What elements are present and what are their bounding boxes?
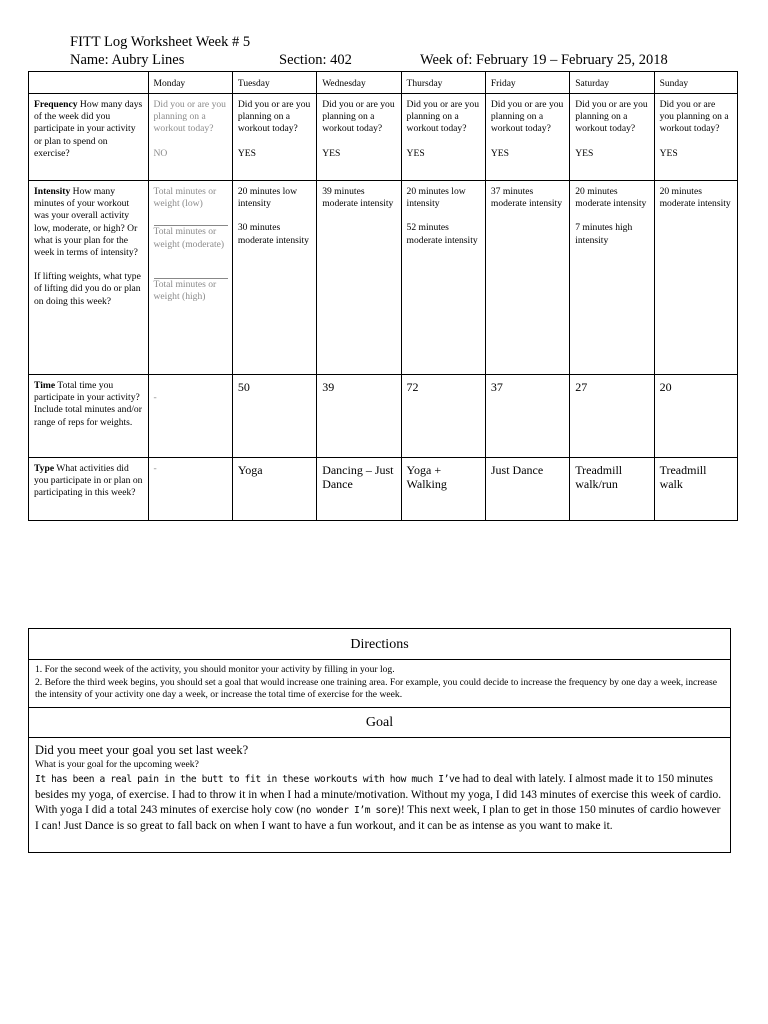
directions-title: Directions [350,637,409,652]
intensity-thursday: 20 minutes low intensity 52 minutes moderate intensity [401,181,485,375]
type-thursday: Yoga + Walking [401,458,485,521]
directions-header [28,628,731,660]
student-name: Name: Aubry Lines [70,52,185,68]
intensity-label: Intensity How many minutes of your workout was your overall activity low, moderate, or high? Or what is your plan for the week in terms of intensity? If lifting weights, what type of lifting did you do or plan on doing this week? [29,181,149,375]
day-header-monday: Monday [148,72,232,94]
directions-body [28,659,731,708]
type-tuesday: Yoga [232,458,316,521]
frequency-friday: Did you or are you planning on a workout today? YES [485,94,569,181]
day-header-thursday: Thursday [401,72,485,94]
directions-line-1: 1. For the second week of the activity, you should monitor your activity by filling in your log. [35,664,395,675]
intensity-row [29,181,738,375]
directions-line-2: 2. Before the third week begins, you should set a goal that would increase one training area. For example, you could decide to increase the frequency by one day a week, increase the intensity of your activity one day a week, or increase the total time of exercise for the week. [35,676,717,701]
time-friday: 37 [485,375,569,458]
time-label: Time Total time you participate in your activity? Include total minutes and/or range of reps for weights. [29,375,149,458]
time-sunday: 20 [654,375,737,458]
time-wednesday: 39 [317,375,401,458]
section-number: Section: 402 [279,52,352,68]
type-saturday: Treadmill walk/run [570,458,654,521]
frequency-label: Frequency How many days of the week did you participate in your activity or plan to spend on exercise? [29,94,149,181]
frequency-thursday: Did you or are you planning on a workout today? YES [401,94,485,181]
type-sunday: Treadmill walk [654,458,737,521]
day-header-saturday: Saturday [570,72,654,94]
goal-answer-handwritten-2: no wonder I’m sore [300,805,398,817]
day-header-friday: Friday [485,72,569,94]
type-monday: - [148,458,232,521]
intensity-friday: 37 minutes moderate intensity [485,181,569,375]
goal-header [28,707,731,738]
intensity-saturday: 20 minutes moderate intensity 7 minutes high intensity [570,181,654,375]
time-thursday: 72 [401,375,485,458]
type-label: Type What activities did you participate in or plan on participating in this week? [29,458,149,521]
goal-question-1: Did you meet your goal you set last week? [35,743,249,757]
type-row [29,458,738,521]
worksheet-title: FITT Log Worksheet Week # 5 [70,34,251,50]
type-friday: Just Dance [485,458,569,521]
intensity-wednesday: 39 minutes moderate intensity [317,181,401,375]
goal-question-2: What is your goal for the upcoming week? [35,759,199,770]
fitt-log-table [28,71,738,521]
corner-cell [29,72,149,94]
frequency-monday: Did you or are you planning on a workout today? NO [148,94,232,181]
day-header-tuesday: Tuesday [232,72,316,94]
type-wednesday: Dancing – Just Dance [317,458,401,521]
goal-answer: It has been a real pain in the butt to fit in these workouts with how much I’ve had to deal with lately. I almost made it to 150 minutes besides my yoga, of exercise. I had to throw it in when I had a minute/motivation. Without my yoga, I did 143 minutes of exercise this week of cardio. With yoga I did a total 243 minutes of exercise holy cow (no wonder I’m sore)! This next week, I plan to get in those 150 minutes of cardio however I can! Just Dance is so great to fall back on when I want to have a fun workout, and it can be as intense as you want to make it. [35,773,722,832]
day-header-wednesday: Wednesday [317,72,401,94]
week-of-dates: Week of: February 19 – February 25, 2018 [420,52,668,68]
time-saturday: 27 [570,375,654,458]
frequency-sunday: Did you or are you planning on a workout today? YES [654,94,737,181]
day-header-row [29,72,738,94]
intensity-tuesday: 20 minutes low intensity 30 minutes moderate intensity [232,181,316,375]
goal-title: Goal [365,715,394,730]
intensity-sunday: 20 minutes moderate intensity [654,181,737,375]
frequency-saturday: Did you or are you planning on a workout today? YES [570,94,654,181]
goal-body [28,738,731,853]
day-header-sunday: Sunday [654,72,737,94]
frequency-wednesday: Did you or are you planning on a workout today? YES [317,94,401,181]
time-row [29,375,738,458]
intensity-monday: Total minutes or weight (low) Total minutes or weight (moderate) Total minutes or weight (high) [148,181,232,375]
frequency-tuesday: Did you or are you planning on a workout today? YES [232,94,316,181]
time-tuesday: 50 [232,375,316,458]
goal-answer-handwritten: It has been a real pain in the butt to fit in these workouts with how much I’ve [35,774,460,785]
time-monday: - [148,375,232,458]
frequency-row [29,94,738,181]
